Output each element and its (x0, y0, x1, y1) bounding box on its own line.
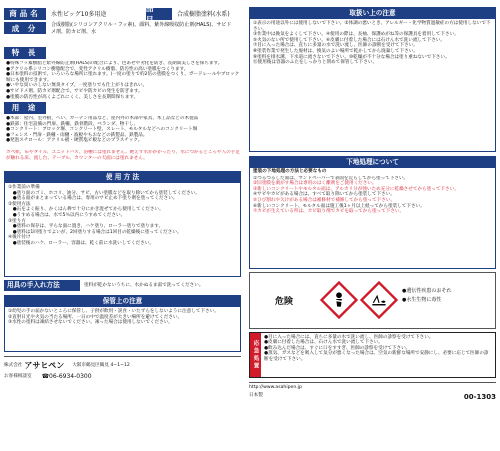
components-row (4, 22, 241, 44)
usage-line: ③塗り方 (8, 218, 26, 224)
usage-line: ●塗装後のハケ、ローラー、容器は、乾く前に水洗いしてください。 (8, 240, 154, 246)
usage-line: ●塗る面がまとまっている場合は、専用のサビ止め下塗り剤を塗ってください。 (8, 196, 178, 202)
storage-box (4, 295, 241, 352)
grade-tag: 品 目 (146, 8, 172, 20)
usage-title: 使 用 方 法 (5, 172, 240, 183)
feature-line: ●塗膜の防汚性が高くよごれにくく、美しさを長期間保ちます。 (6, 94, 139, 100)
storage-line: ①幼児の手の届かないところに保管し、子供が飲用・誤食・いたずらをしないように注意して下さい。 (8, 309, 219, 314)
company-phone-row (4, 374, 241, 380)
phone-label: お客様相談室 (4, 374, 32, 379)
environment-hazard-icon (360, 281, 398, 319)
caution-line: ⑧塗装作業で発生した廃材は、換気のよい場所で乾かしてから廃棄して下さい。 (253, 48, 418, 54)
company-bar (4, 356, 241, 374)
product-name-tag: 商品名 (4, 8, 46, 20)
usage-line: ●塗料は1回塗りでよいが、2回塗りする場合は1回目の乾燥後に塗ってください。 (8, 229, 182, 235)
usage-list (5, 183, 240, 276)
storage-line: ③水性の塗料は凍結させないでください。凍った場合は使用しないでください。 (8, 320, 173, 326)
feature-line: ●サビドメ剤、防カビ剤配合で、サビや防カビの発生を防ぎます。 (6, 88, 143, 94)
concrete-title: 下地処理について (250, 157, 495, 168)
tools-row (4, 280, 241, 291)
company-url: http://www.asahipen.jp (249, 384, 302, 390)
right-column (249, 7, 496, 401)
cautions-box (249, 7, 496, 152)
use-line: ●木部：屋内、室外板、へい、ガーデン用品など、屋内外の木部や家具、木工品などの木製品 (6, 116, 199, 121)
company-prefix: 株式会社 (4, 362, 23, 368)
uses-tag: 用 途 (4, 102, 46, 114)
use-line: ●フェンス・門扉・鉄柵・雨樋・波板やもおなどの鉄製品、鉄製品。 (6, 132, 148, 138)
features-row (4, 46, 241, 59)
concrete-line: ②旧塗膜を剥がす場合は専用のはく離剤をご使用ください。 (253, 181, 377, 187)
caution-line: ⑦目に入った場合は、直ちに多量の水で洗い流し、医師の診断を受けて下さい。 (253, 43, 418, 49)
product-code: 00-1303 (463, 393, 496, 402)
usage-line: ●塗り面のゴミ、ホコリ、油分、サビ、古い塗膜などを取り除いてから塗装してください。 (8, 190, 200, 196)
cautions-title: 取扱い上の注意 (250, 8, 495, 19)
concrete-line: ④サビやカビがある場合は、すべて取り除いてから塗装して下さい。 (253, 192, 395, 198)
components-tag: 成 分 (4, 22, 46, 34)
hazard-list (400, 273, 453, 328)
uses-warning: カベ紙、布やタイル、ユニットバス、浴槽には塗れません。絶えず水がかかったり、水につかるところや人の手足が触れる床、流し台、テーブル、カウンターの天面には塗れません。 (6, 150, 240, 161)
use-line: ●発泡スチロール：アクリル板・硬質塩ビ板などのプラスチック。 (6, 138, 143, 144)
left-column (4, 3, 241, 380)
concrete-subtitle: 塗装の下地処理の方法と必要なもの (253, 169, 327, 174)
cautions-list (250, 19, 495, 151)
tools-title: 用具の手入れ方法 (4, 280, 80, 291)
components-value: 合成樹脂(シリコンアクリル・フッ素)、顔料、紫外線吸収防止剤(HALS)、サビドメ剤、防カビ剤、水 (51, 22, 232, 35)
storage-title: 保管上の注意 (5, 296, 240, 307)
usage-line: ●缶をよく振り、かくはん棒で十分にかき混ぜてから使用してください。 (8, 207, 164, 213)
use-line: ●コンクリート：ブロック塀、コンクリート壁、スレート、モルタルなどへのコンクリート塀 (6, 127, 198, 133)
uses-row (4, 101, 241, 114)
caution-line: ⑪使用後は容器のふたをしっかりと閉めて保管して下さい。 (253, 60, 378, 66)
concrete-line: ⑦カビが生えている所は、カビ取り剤でカビを取ってから塗って下さい。 (253, 209, 405, 215)
grade-value: 合成樹脂塗料(水系) (177, 11, 230, 18)
product-name-row (4, 3, 241, 24)
concrete-line: ⑤ひび割れや欠けがある場合は補修材で補修してから塗って下さい。 (253, 198, 395, 204)
storage-list (5, 307, 240, 351)
hazard-box (249, 272, 496, 329)
first-aid-list (261, 333, 495, 377)
usage-line: ●塗料の保存は、平らな面に置き、ハケ塗り、ローラー塗りで塗ります。 (8, 224, 164, 230)
usage-box (4, 171, 241, 277)
first-aid-tag: 応急処置 (250, 333, 261, 377)
danger-cell (250, 273, 318, 328)
caution-line: ⑤火気のない所で使用して下さい。⑥皮膚に付着した場合には石けん水で洗い流して下さい。 (253, 37, 445, 43)
hazard-item: ●遺伝性疾患のおそれ (402, 287, 452, 294)
tools-text: 塗料が乾かないうちに、水かぬるま湯で洗ってください。 (84, 282, 204, 288)
feature-line: ●アクリル系シリコン樹脂配合で、変性アクリル樹脂、防汚性の高い塗膜をつくります。 (6, 66, 189, 72)
company-right (249, 382, 496, 391)
danger-label: 危険 (274, 296, 293, 307)
first-aid-line: ●目に入った場合には、直ちに多量の水で洗い流し、医師の診察を受けて下さい。 (264, 334, 434, 340)
use-line: ●鉄部：住宅設備の門扉、鉄柵、鉄骨階段、ベランダ、物干し、 (6, 121, 139, 127)
uses-list (4, 116, 241, 150)
caution-line: ③作業中は換気をよくして下さい。④使用の際は、長袖、保護めがね等の保護具を着用して下さい。 (253, 32, 459, 38)
storage-line: ②直射日光や火気の当たる場所、一日の中で温度差が大きい場所を避けてください。 (8, 314, 183, 320)
caution-line: ①表示の用途以外には使用しないで下さい。②体調の悪いとき、アレルギー・化学物質過敏症の方は使用しないで下さい。 (253, 21, 491, 32)
feature-line: ●日本塗料の技術で、いろいろな場所に塗れます。(一度の塗りで約2倍の塗膜をつくり、ガードレールやブロック塀にも使用できます。 (6, 72, 240, 83)
concrete-line: ⑥新しいコンクリート、モルタル面は施工後1ヶ月以上経ってから塗装して下さい。 (253, 203, 425, 209)
pictograms (318, 273, 400, 328)
health-hazard-icon (320, 281, 358, 319)
company-address: 大阪市鶴見区鶴見 4−1−12 (72, 362, 130, 368)
product-code-row (249, 393, 496, 401)
phone-number: ☎06-6934-0300 (41, 373, 92, 380)
concrete-line: ①つるつるした面は、サンドペーパーで表面を荒らしてから塗って下さい。 (253, 175, 409, 181)
concrete-list (250, 176, 495, 268)
first-aid-box (249, 332, 496, 378)
concrete-line: ③新しいコンクリートやモルタル面は、アルカリ分が強いため充分に乾燥させてから塗って下さい。 (253, 186, 459, 192)
label-page (4, 3, 496, 437)
feature-line: ●いやな臭いのしない無臭タイプ。一度塗りでも仕上がりはきれい。 (6, 83, 148, 89)
usage-line: ④後片付け (8, 235, 31, 241)
company-logo: アサヒペン (24, 361, 65, 370)
origin: 日本製 (249, 393, 263, 399)
caution-line: ⑨塗料を排水溝、下水道に流さないで下さい。⑩乾燥が不十分な場合は塗り重ねないで下さい。 (253, 54, 450, 60)
features-tag: 特 長 (4, 47, 46, 59)
usage-line: ①作業前の準備 (8, 185, 40, 190)
hazard-item: ●水生生物に毒性 (402, 296, 442, 303)
first-aid-line: ●蒸気、ガスなどを吸入して気分が悪くなった場合は、空気の新鮮な場所で安静にし、必要に応じて医師の診断を受けて下さい。 (264, 351, 489, 363)
feature-line: ●特殊フッ素樹脂と紫外線防止剤(HALS)の配合により、色あせや劣化を防ぎ、長期間美しさを保ちます。 (6, 61, 223, 66)
concrete-box (249, 156, 496, 269)
first-aid-line: ●飲み込んだ場合は、すぐに口をすすぎ、医師の診察を受けて下さい。 (264, 345, 411, 351)
first-aid-line: ●皮膚に付着した場合は、石けん水で洗い流して下さい。 (264, 340, 383, 346)
usage-line: ②使用方法 (8, 201, 31, 207)
features-list (4, 61, 241, 101)
usage-line: ●うすめる場合は、水で5％以内にうすめてください。 (8, 212, 126, 218)
product-name-value: 水性ビッグ10多用途 (51, 11, 107, 18)
